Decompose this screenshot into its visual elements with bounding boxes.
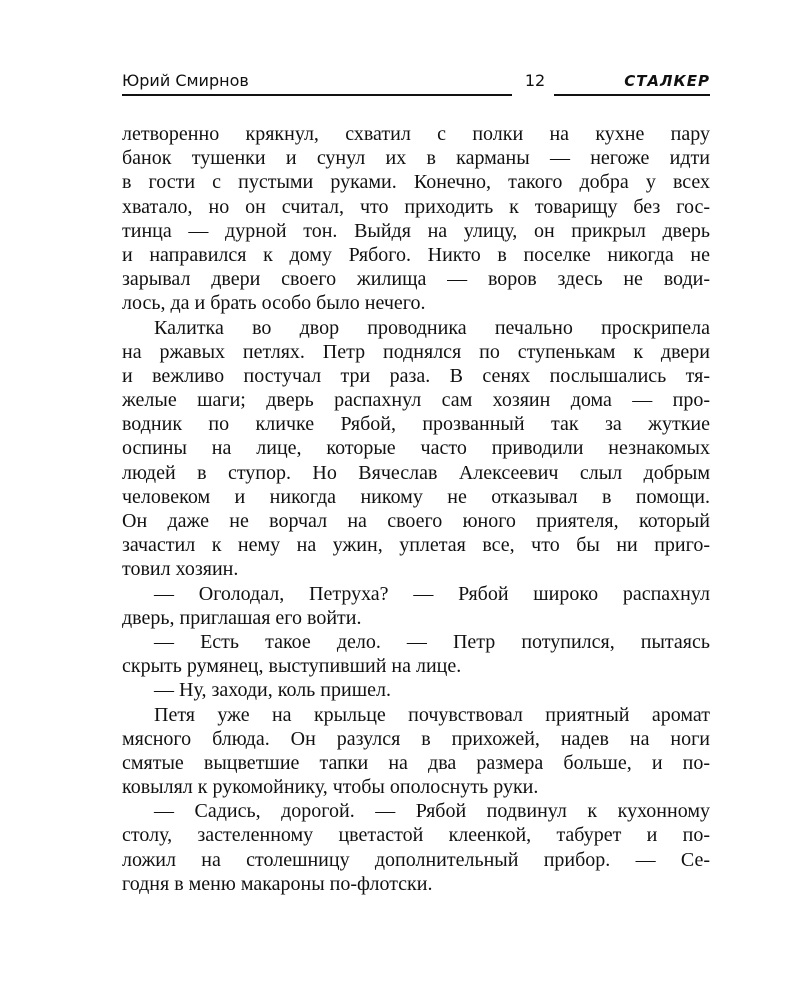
text-line: дверь, приглашая его войти. (122, 606, 362, 629)
text-line: зачастил к нему на ужин, уплетая все, что бы ни приго- (122, 534, 710, 557)
text-line: летворенно крякнул, схватил с полки на кухне пару (122, 123, 710, 145)
text-line: Он даже не ворчал на своего юного приятеля, который (122, 510, 710, 532)
text-line: хватало, но он считал, что приходить к товарищу без гос- (122, 195, 710, 218)
text-line: в гости с пустыми руками. Конечно, такого добра у всех (122, 171, 710, 194)
text-line: Петя уже на крыльце почувствовал приятный аромат (154, 703, 710, 726)
text-line: человеком и никогда никому не отказывал в помощи. (122, 485, 710, 508)
text-line: и вежливо постучал три раза. В сенях послышались тя- (122, 364, 710, 387)
text-line: лось, да и брать особо было нечего. (122, 292, 426, 315)
text-line: годня в меню макароны по-флотски. (122, 872, 433, 895)
text-line: и направился к дому Рябого. Никто в поселке никогда не (122, 243, 710, 266)
text-line: ложил на столешницу дополнительный прибор. — Се- (122, 848, 710, 871)
text-line: тинца — дурной тон. Выйдя на улицу, он прикрыл дверь (122, 219, 710, 242)
text-line: столу, застеленному цветастой клеенкой, табурет и по- (122, 824, 710, 847)
header-rule-left (122, 94, 512, 96)
text-line: водник по кличке Рябой, прозванный так за жуткие (122, 413, 710, 436)
text-line: Калитка во двор проводника печально проскрипела (154, 316, 710, 339)
text-line: людей в ступор. Но Вячеслав Алексеевич слыл добрым (122, 461, 710, 484)
text-line: — Садись, дорогой. — Рябой подвинул к кухонному (154, 800, 710, 823)
text-line: зарывал двери своего жилища — воров здесь не води- (122, 268, 710, 291)
text-line: товил хозяин. (122, 558, 239, 581)
body-text (122, 122, 710, 896)
text-line: на ржавых петлях. Петр поднялся по ступенькам к двери (122, 340, 710, 363)
text-line: мясного блюда. Он разулся в прихожей, надев на ноги (122, 727, 710, 750)
text-line: смятые выцветшие тапки на два размера больше, и по- (122, 751, 710, 774)
series-title: СТАЛКЕР (624, 72, 710, 90)
header-rule-right (554, 94, 710, 96)
author-name: Юрий Смирнов (122, 71, 249, 90)
text-line: скрыть румянец, выступивший на лице. (122, 655, 462, 678)
text-line: — Есть такое дело. — Петр потупился, пытаясь (154, 630, 710, 653)
running-header (122, 70, 710, 98)
text-line: — Оголодал, Петруха? — Рябой широко распахнул (154, 582, 710, 605)
text-line: желые шаги; дверь распахнул сам хозяин дома — про- (122, 389, 710, 412)
page-number: 12 (524, 71, 546, 90)
text-line: оспины на лице, которые часто приводили незнакомых (122, 437, 710, 460)
text-line: банок тушенки и сунул их в карманы — негоже идти (122, 147, 710, 170)
text-line: ковылял к рукомойнику, чтобы ополоснуть руки. (122, 776, 539, 799)
text-line: — Ну, заходи, коль пришел. (154, 679, 391, 702)
